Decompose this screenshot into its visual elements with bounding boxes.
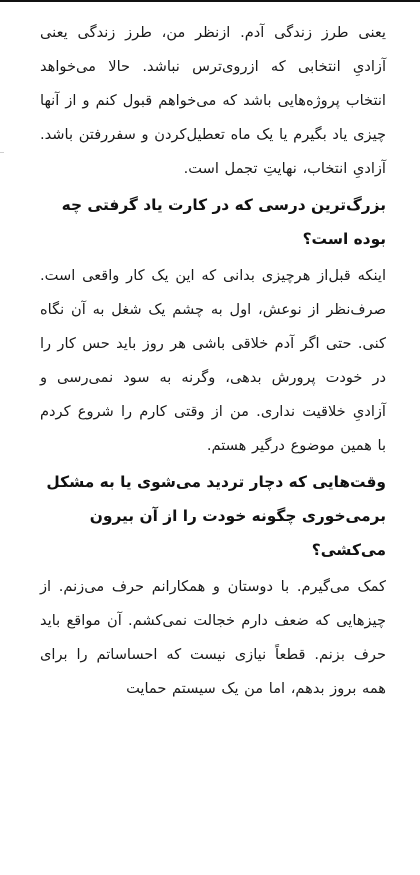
answer-paragraph-1: اینکه قبل‌از هرچیزی بدانی که این یک کار واقعی است. صرف‌نظر از نوعش، اول به چشم یک شغل به آن نگاه کنی. حتی اگر آدم خلاقی باشی هر روز باید حس کار را در خودت پرورش بدهی، وگرنه به سود نمی‌رسی و آزادیِ خلاقیت نداری. من از وقتی کارم را شروع کردم با همین موضوع درگیر هستم. <box>40 267 386 454</box>
answer-paragraph-2: کمک می‌گیرم. با دوستان و همکارانم حرف می‌زنم. از چیزهایی که ضعف دارم خجالت نمی‌کشم. آن مواقع باید حرف بزنم. قطعاً نیازی نیست که احساساتم را برای همه بروز بدهم، اما من یک سیستم حمایت <box>40 578 386 697</box>
margin-tick-mark <box>0 152 4 153</box>
question-heading-1: بزرگ‌ترین درسی که در کارت یاد گرفتی چه بوده است؟ <box>61 196 386 248</box>
question-heading-2: وقت‌هایی که دچار تردید می‌شوی یا به مشکل برمی‌خوری چگونه خودت را از آن بیرون می‌کشی؟ <box>46 473 386 559</box>
article-body <box>40 16 386 706</box>
intro-paragraph: یعنی طرز زندگی آدم. ازنظر من، طرز زندگی یعنی آزادیِ انتخابی که ازروی‌ترس نباشد. حالا می‌خواهد انتخاب پروژه‌هایی باشد که می‌خواهم قبول کنم و از آنها چیزی یاد بگیرم یا یک ماه تعطیل‌کردن و سفررفتن باشد. آزادیِ انتخاب، نهایتِ تجمل است. <box>40 24 386 177</box>
top-border-rule <box>0 0 420 2</box>
